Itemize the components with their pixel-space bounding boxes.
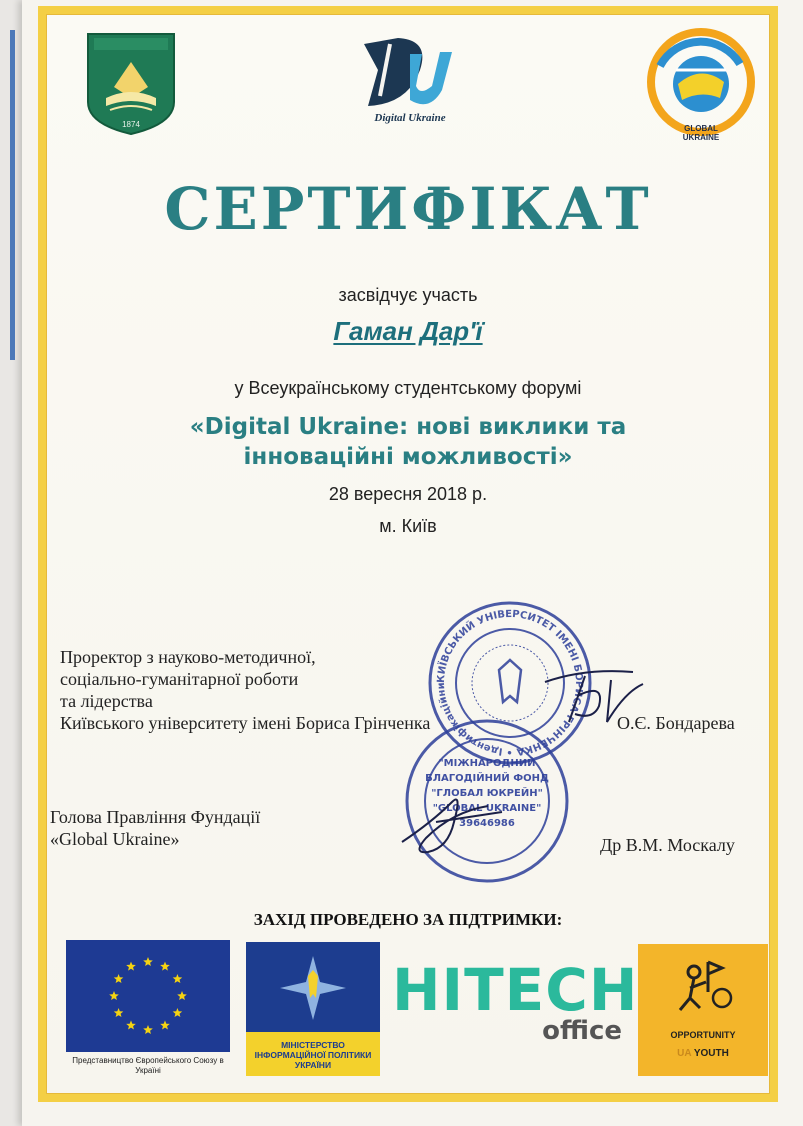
- event-date: 28 вересня 2018 р.: [328, 484, 488, 504]
- recipient-name: Гаман Дар'ї: [333, 316, 483, 346]
- ministry-logo: [246, 942, 380, 1076]
- event-name-line-1: «Digital Ukraine: нові виклики та: [189, 414, 627, 440]
- climber-icon: [638, 944, 768, 1026]
- hitech-office-word: office: [542, 1016, 622, 1046]
- signatory-1-line-2: соціально-гуманітарної роботи: [60, 669, 299, 689]
- signature-moskalu: [392, 782, 522, 862]
- eu-star: [160, 1020, 170, 1029]
- event-intro: у Всеукраїнському студентському форумі: [234, 378, 582, 398]
- signatory-1-name: О.Є. Бондарева: [617, 713, 735, 733]
- foundation-stamp-line-4: "GLOBAL UKRAINE": [432, 803, 542, 814]
- opportunity-youth-logo: [638, 944, 768, 1076]
- university-crest-logo: [86, 32, 176, 136]
- global-ukraine-logo: [640, 28, 762, 140]
- ministry-caption: МІНІСТЕРСТВО ІНФОРМАЦІЙНОЇ ПОЛІТИКИ УКРАЇНИ: [254, 1040, 372, 1070]
- support-heading: ЗАХІД ПРОВЕДЕНО ЗА ПІДТРИМКИ:: [253, 910, 563, 929]
- digital-ukraine-caption: Digital Ukraine: [374, 112, 446, 124]
- signatory-1-line-3: та лідерства: [60, 691, 153, 711]
- foundation-stamp-line-3: "ГЛОБАЛ ЮКРЕЙН": [431, 788, 543, 799]
- digital-ukraine-logo: [350, 30, 470, 130]
- signatory-2-line-2: «Global Ukraine»: [50, 829, 180, 849]
- global-ukraine-caption: GLOBAL UKRAINE: [682, 124, 720, 142]
- eu-star: [160, 962, 170, 971]
- eu-delegation-logo: [66, 940, 230, 1078]
- crest-year: 1874: [122, 120, 140, 129]
- eu-star: [126, 1020, 136, 1029]
- signatory-1-line-1: Проректор з науково-методичної,: [60, 647, 316, 667]
- eu-star: [126, 962, 136, 971]
- attests-text: засвідчує участь: [338, 285, 478, 305]
- eu-star: [114, 1008, 124, 1017]
- signatory-1-position: [60, 646, 620, 734]
- hitech-office-logo: [392, 958, 642, 1058]
- eu-star: [143, 1025, 153, 1034]
- eu-star: [143, 957, 153, 966]
- certificate-title: СЕРТИФІКАТ: [164, 175, 652, 243]
- youth-line-1: OPPORTUNITY: [670, 1030, 736, 1040]
- eu-stars-icon: [66, 940, 230, 1052]
- eu-star: [109, 991, 119, 1000]
- event-city: м. Київ: [379, 516, 437, 536]
- youth-prefix: UA: [677, 1048, 692, 1059]
- eu-star: [177, 991, 187, 1000]
- hitech-wordmark: HITECH: [392, 956, 639, 1024]
- foundation-stamp-code: 39646986: [459, 818, 515, 829]
- eu-star: [173, 1008, 183, 1017]
- youth-line-2: YOUTH: [693, 1048, 729, 1059]
- signatory-1-line-4: Київського університету імені Бориса Грінченка: [60, 713, 431, 733]
- eu-caption: Представництво Європейського Союзу в Україні: [72, 1056, 224, 1075]
- foundation-stamp-line-1: "МІЖНАРОДНИЙ: [438, 758, 536, 769]
- ministry-emblem-icon: [246, 942, 380, 1032]
- signatory-2-name: Др В.М. Москалу: [600, 835, 735, 855]
- university-stamp-ring-text: КИЇВСЬКИЙ УНІВЕРСИТЕТ ІМЕНІ БОРИСА ГРІНЧЕНКА • Ідентифікаційни: [435, 608, 585, 758]
- eu-flag: [66, 940, 230, 1052]
- signatory-2-position: [50, 806, 390, 850]
- foundation-stamp-line-2: БЛАГОДІЙНИЙ ФОНД: [425, 773, 549, 784]
- event-name-line-2: інноваційні можливості»: [243, 444, 573, 470]
- certificate-border: [38, 6, 778, 1102]
- underlying-page-edge: [10, 30, 15, 360]
- eu-star: [114, 974, 124, 983]
- eu-star: [173, 974, 183, 983]
- signatory-2-line-1: Голова Правління Фундації: [50, 807, 261, 827]
- event-name: [38, 412, 778, 472]
